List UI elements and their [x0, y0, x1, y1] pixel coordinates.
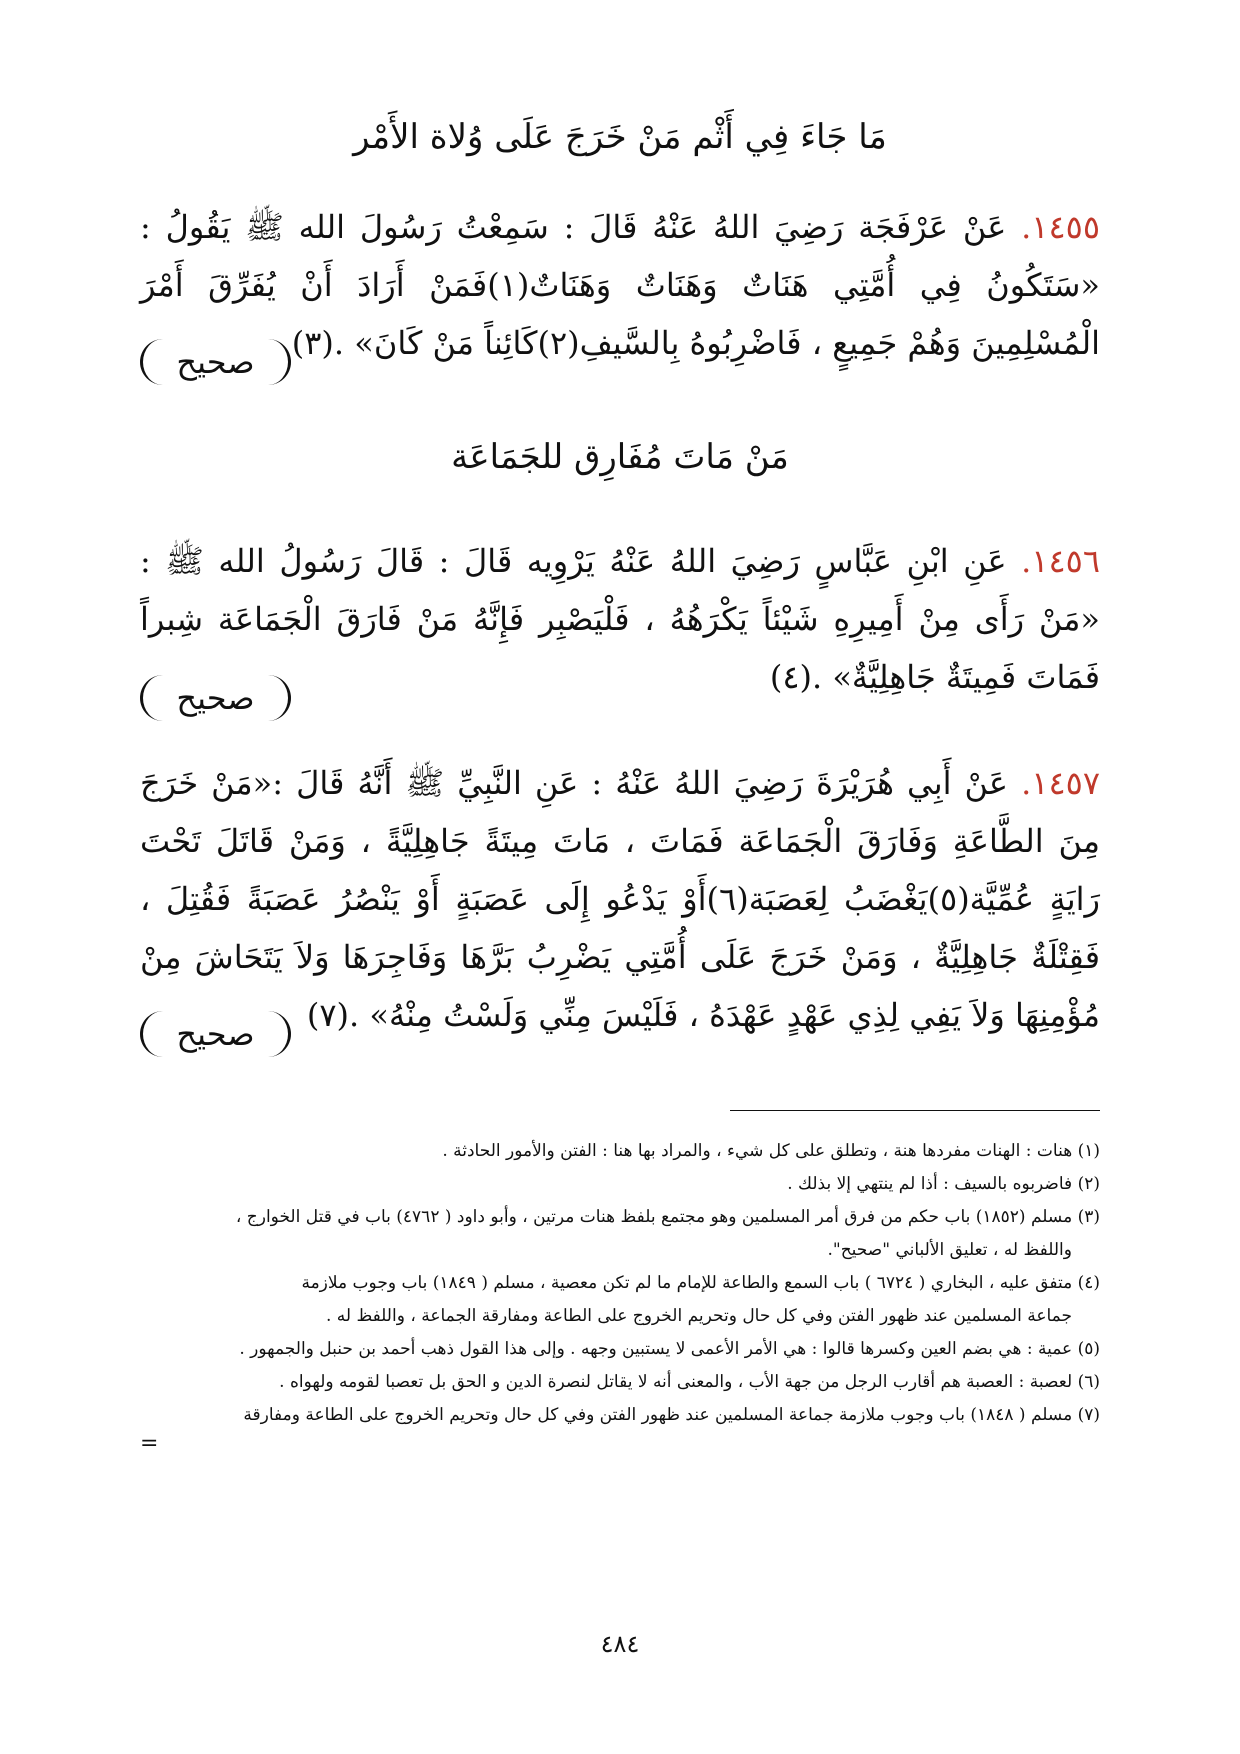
- footnote-text: (٣) مسلم (١٨٥٢) باب حكم من فرق أمر المسلمين وهو مجتمع بلفظ هنات مرتين ، وأبو داود ( ٤٧٦٢) باب في قتل الخوارج ،: [235, 1207, 1100, 1227]
- hadith-text: عَنْ أَبِي هُرَيْرَةَ رَضِيَ اللهُ عَنْهُ : عَنِ النَّبِيِّ ﷺ أَنَّهُ قَالَ :«مَنْ خَرَجَ مِنَ الطَّاعَةِ وَفَارَقَ الْجَمَاعَة فَمَاتَ ، مَاتَ مِيتَةً جَاهِلِيَّةً ، وَمَنْ قَاتَلَ تَحْتَ رَايَةٍ عُمِّيَّة(٥)يَغْضَبُ لِعَصَبَة(٦)أَوْ يَدْعُو إِلَى عَصَبَةٍ أَوْ يَنْصُرُ عَصَبَةً فَقُتِلَ ، فَقِتْلَةٌ جَاهِلِيَّةٌ ، وَمَنْ خَرَجَ عَلَى أُمَّتِي يَضْرِبُ بَرَّهَا وَفَاجِرَهَا وَلاَ يَتَحَاشَ مِنْ مُؤْمِنِهَا وَلاَ يَفِي لِذِي عَهْدٍ عَهْدَهُ ، فَلَيْسَ مِنِّي وَلَسْتُ مِنْهُ» .(٧): [140, 764, 1101, 1034]
- footnote: (٥) عمية : هي بضم العين وكسرها قالوا : هي الأمر الأعمى لا يستبين وجهه . وإلى هذا القول ذهب أحمد بن حنبل والجمهور .: [239, 1339, 1100, 1359]
- grade-badge: صحيح: [140, 1011, 291, 1057]
- hadith-1457: [140, 754, 1100, 1044]
- footnote-divider: [730, 1110, 1100, 1111]
- page-number: ٤٨٤: [600, 1630, 640, 1658]
- grade-badge: صحيح: [140, 675, 291, 721]
- footnote: [140, 1267, 1100, 1333]
- footnote-continuation: واللفظ له ، تعليق الألباني "صحيح".: [827, 1240, 1072, 1260]
- footnote-continuation: جماعة المسلمين عند ظهور الفتن وفي كل حال وتحريم الخروج على الطاعة ومفارقة الجماعة ، واللفظ له .: [325, 1306, 1072, 1326]
- hadith-1456: [140, 532, 1100, 706]
- footnote: (١) هنات : الهنات مفردها هنة ، وتطلق على كل شيء ، والمراد بها هنا : الفتن والأمور الحادثة .: [442, 1141, 1100, 1161]
- hadith-text: عَنِ ابْنِ عَبَّاسٍ رَضِيَ اللهُ عَنْهُ يَرْوِيه قَالَ : قَالَ رَسُولُ الله ﷺ : «مَنْ رَأَى مِنْ أَمِيرِهِ شَيْئاً يَكْرَهُهُ ، فَلْيَصْبِر فَإِنَّهُ مَنْ فَارَقَ الْجَمَاعَة شِبراً فَمَاتَ فَمِيتَةٌ جَاهِلِيَّةٌ» .(٤): [140, 542, 1100, 696]
- grade-badge: صحيح: [140, 339, 291, 385]
- hadith-number: ١٤٥٧.: [1021, 764, 1101, 802]
- hadith-number: ١٤٥٦.: [1021, 542, 1101, 580]
- footnote: (٧) مسلم ( ١٨٤٨) باب وجوب ملازمة جماعة المسلمين عند ظهور الفتن وفي كل حال وتحريم الخروج على الطاعة ومفارقة: [243, 1405, 1100, 1425]
- footnote: (٦) لعصبة : العصبة هم أقارب الرجل من جهة الأب ، والمعنى أنه لا يقاتل لنصرة الدين و الحق بل تعصبا لقومه ولهواه .: [279, 1372, 1100, 1392]
- continuation-mark: =: [140, 1431, 159, 1456]
- hadith-text: عَنْ عَرْفَجَة رَضِيَ اللهُ عَنْهُ قَالَ : سَمِعْتُ رَسُولَ الله ﷺ يَقُولُ : «سَتَكُونُ فِي أُمَّتِي هَنَاتٌ وَهَنَاتٌ وَهَنَاتٌ(١)فَمَنْ أَرَادَ أَنْ يُفَرِّقَ أَمْرَ الْمُسْلِمِينَ وَهُمْ جَمِيعٍ ، فَاضْرِبُوهُ بِالسَّيفِ(٢)كَائِناً مَنْ كَانَ» .(٣): [140, 208, 1101, 362]
- footnotes: [140, 1135, 1100, 1456]
- footnote-text: (٤) متفق عليه ، البخاري ( ٦٧٢٤ ) باب السمع والطاعة للإمام ما لم تكن معصية ، مسلم ( ١٨٤٩) باب وجوب ملازمة: [301, 1273, 1100, 1293]
- hadith-number: ١٤٥٥.: [1021, 208, 1101, 246]
- section-heading-2: مَنْ مَاتَ مُفَارِق للجَمَاعَة: [451, 437, 789, 477]
- section-heading-1: مَا جَاءَ فِي أَثْم مَنْ خَرَجَ عَلَى وُلاة الأَمْر: [353, 117, 887, 157]
- footnote: (٢) فاضربوه بالسيف : أذا لم ينتهي إلا بذلك .: [787, 1174, 1100, 1194]
- footnote: [140, 1201, 1100, 1267]
